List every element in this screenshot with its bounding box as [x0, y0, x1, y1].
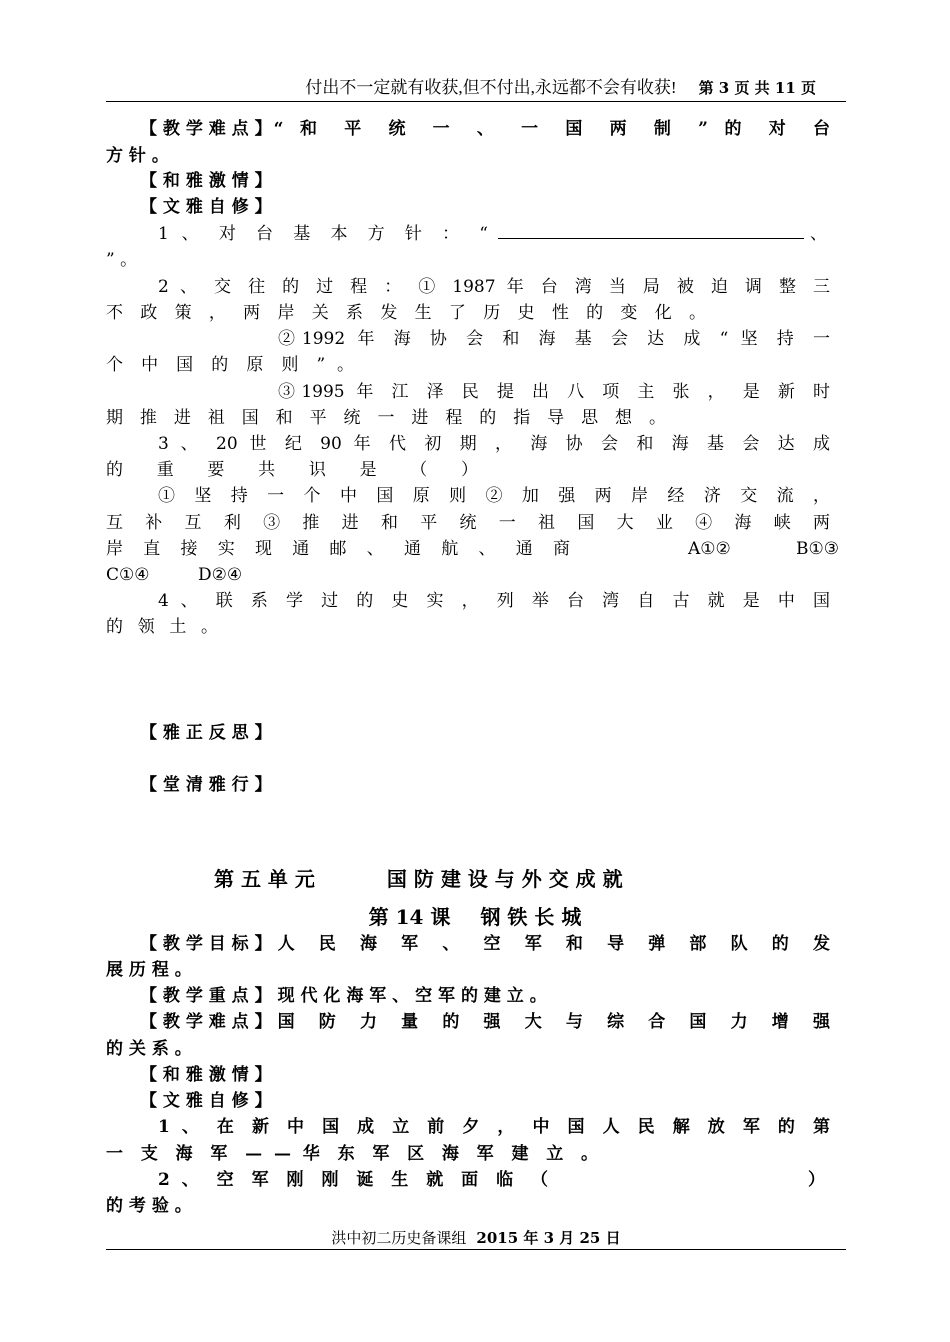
question-3-line-4: 互 补 互 利 ③ 推 进 和 平 统 一 祖 国 大 业 ④ 海 峡 两: [106, 513, 830, 533]
footer-rule: [106, 1249, 846, 1250]
goal-label: 【 教 学 目 标 】: [140, 934, 272, 954]
lesson-passion-label: 【 和 雅 激 情 】: [140, 1065, 272, 1085]
option-a: A①②: [688, 539, 731, 559]
goal-text-1: 人 民 海 军 、 空 军 和 导 弹 部 队 的 发: [277, 934, 830, 954]
difficulty-text-2: 方 针 。: [106, 146, 169, 166]
lesson-question-2-paren: ）: [808, 1170, 825, 1190]
lesson-question-2-line-1: [158, 1167, 830, 1193]
page-footer: [106, 1227, 846, 1249]
footer-date: 2015 年 3 月 25 日: [476, 1229, 621, 1247]
question-3-line-5: [106, 536, 846, 562]
goal-line-1: [140, 931, 830, 957]
question-2-line-1: 2 、 交 往 的 过 程 ： ① 1987 年 台 湾 当 局 被 迫 调 整 三: [158, 277, 830, 297]
question-2-line-4: 个 中 国 的 原 则 ” 。: [106, 355, 354, 375]
goal-text-2: 展 历 程 。: [106, 960, 192, 980]
lesson-difficulty-text-2: 的 关 系 。: [106, 1039, 192, 1059]
question-3-line-6: [106, 562, 830, 588]
page-number: 第 3 页 共 11 页: [698, 79, 816, 97]
lesson-difficulty-line-1: [140, 1009, 830, 1035]
lesson-question-2-line-2: 的 考 验 。: [106, 1196, 192, 1216]
question-2-line-2: 不 政 策 ， 两 岸 关 系 发 生 了 历 史 性 的 变 化 。: [106, 303, 706, 323]
page-header: [106, 76, 846, 100]
question-2-line-6: 期 推 进 祖 国 和 平 统 一 进 程 的 指 导 思 想 。: [106, 408, 666, 428]
header-motto: 付出不一定就有收获,但不付出,永远都不会有收获!: [305, 78, 677, 97]
lesson-question-1-line-2: 一 支 海 军 — — 华 东 军 区 海 军 建 立 。: [106, 1144, 598, 1164]
answer-blank[interactable]: [498, 224, 804, 239]
question-3-line-2: 的 重 要 共 识 是 （ ）: [106, 460, 478, 480]
lesson-heading: [0, 902, 950, 932]
lesson-difficulty-text-1: 国 防 力 量 的 强 大 与 综 合 国 力 增 强: [277, 1012, 830, 1032]
difficulty-text-1: “ 和 平 统 一 、 一 国 两 制 ” 的 对 台: [273, 119, 830, 139]
reflect-label: 【 雅 正 反 思 】: [140, 723, 272, 743]
question-1-end: ” 。: [106, 250, 138, 270]
question-1-text: 1 、 对 台 基 本 方 针 ： “: [158, 224, 488, 244]
question-1-comma: 、: [810, 224, 827, 244]
unit-heading: [214, 864, 623, 894]
unit-title: 第 五 单 元: [214, 867, 315, 891]
question-4-line-1: 4 、 联 系 学 过 的 史 实 ， 列 举 台 湾 自 古 就 是 中 国: [158, 591, 830, 611]
difficulty-label: 【 教 学 难 点 】: [140, 119, 272, 139]
question-1-line: [158, 221, 830, 247]
unit-name: 国 防 建 设 与 外 交 成 就: [386, 867, 623, 891]
key-label: 【 教 学 重 点 】: [140, 986, 272, 1006]
practice-label: 【 堂 清 雅 行 】: [140, 775, 272, 795]
lesson-difficulty-label: 【 教 学 难 点 】: [140, 1012, 272, 1032]
passion-label: 【 和 雅 激 情 】: [140, 171, 272, 191]
lesson-name: 钢 铁 长 城: [480, 905, 582, 929]
option-b: B①③: [796, 539, 839, 559]
question-3-line-3: ① 坚 持 一 个 中 国 原 则 ② 加 强 两 岸 经 济 交 流 ，: [158, 486, 830, 506]
lesson-title: 第 14 课: [368, 905, 451, 929]
option-d: D②④: [198, 565, 243, 585]
difficulty-line-1: [140, 116, 830, 142]
question-3-text-5: 岸 直 接 实 现 通 邮 、 通 航 、 通 商: [106, 539, 570, 559]
question-2-line-5: ③1995 年 江 泽 民 提 出 八 项 主 张 ， 是 新 时: [278, 382, 830, 402]
footer-group: 洪中初二历史备课组: [331, 1229, 467, 1247]
question-4-line-2: 的 领 土 。: [106, 617, 218, 637]
lesson-question-2-text: 2 、 空 军 刚 刚 诞 生 就 面 临 （: [158, 1170, 548, 1190]
key-line: [140, 983, 830, 1009]
question-3-line-1: 3 、 20 世 纪 90 年 代 初 期 ， 海 协 会 和 海 基 会 达 成: [158, 434, 830, 454]
key-text: 现 代 化 海 军 、 空 军 的 建 立 。: [277, 986, 547, 1006]
lesson-selfstudy-label: 【 文 雅 自 修 】: [140, 1091, 272, 1111]
question-2-line-3: ②1992 年 海 协 会 和 海 基 会 达 成 “ 坚 持 一: [278, 329, 830, 349]
lesson-question-1-line-1: 1 、 在 新 中 国 成 立 前 夕 ， 中 国 人 民 解 放 军 的 第: [158, 1117, 830, 1137]
header-rule: [106, 101, 846, 102]
selfstudy-label: 【 文 雅 自 修 】: [140, 197, 272, 217]
option-c: C①④: [106, 565, 150, 585]
